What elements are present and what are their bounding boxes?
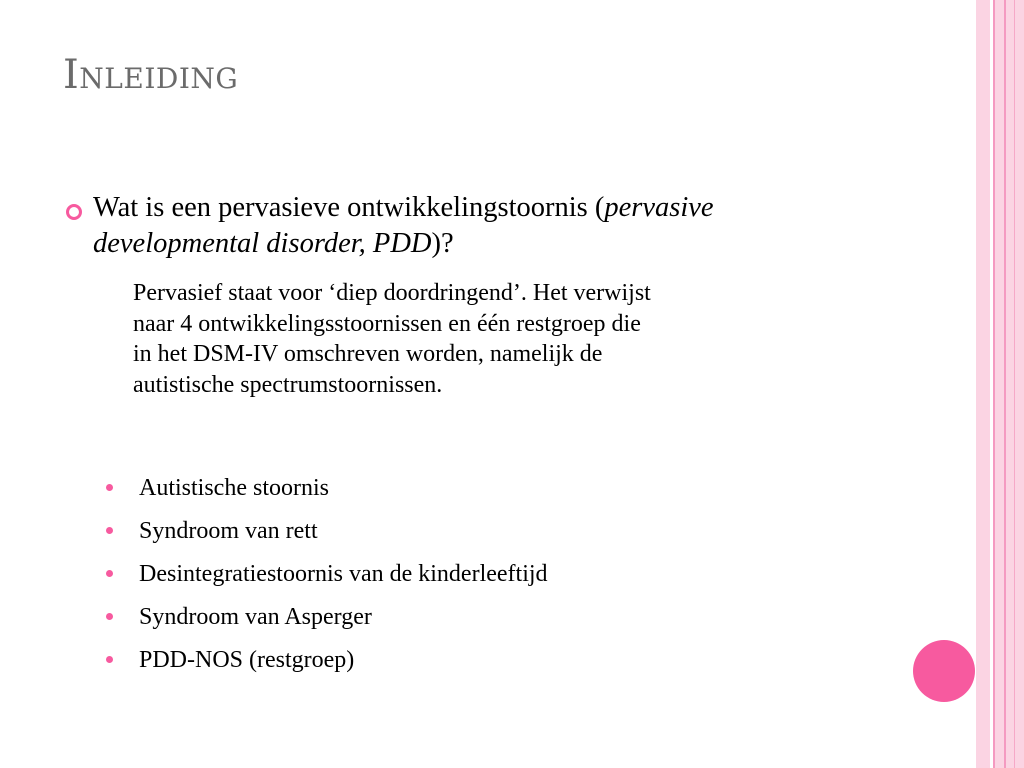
disorder-list (104, 470, 548, 685)
filled-dot-bullet-icon (106, 613, 113, 620)
list-item-label: Syndroom van rett (139, 518, 318, 544)
filled-dot-bullet-icon (106, 570, 113, 577)
list-item-label: Autistische stoornis (139, 475, 329, 501)
decor-stripe-thin (1014, 0, 1015, 768)
paragraph-line: autistische spectrumstoornissen. (133, 371, 443, 398)
main-point-text: Wat is een pervasieve ontwikkelingstoornis ( (93, 192, 605, 223)
list-item (104, 513, 548, 556)
explanation-paragraph (133, 278, 893, 400)
paragraph-line: naar 4 ontwikkelingsstoornissen en één restgroep die (133, 310, 641, 337)
list-item (104, 642, 548, 685)
paragraph-line: in het DSM-IV omschreven worden, namelijk de (133, 341, 603, 367)
list-item (104, 470, 548, 513)
list-item (104, 599, 548, 642)
list-item-label: Syndroom van Asperger (139, 604, 372, 630)
filled-dot-bullet-icon (106, 527, 113, 534)
main-point-italic: pervasive developmental disorder, PDD (93, 192, 714, 259)
decor-stripe (995, 0, 1004, 768)
decor-stripe (976, 0, 990, 768)
list-item-label: PDD-NOS (restgroep) (139, 647, 355, 673)
filled-dot-bullet-icon (106, 484, 113, 491)
main-point-end: )? (431, 228, 454, 259)
main-point (93, 190, 853, 262)
decor-stripe (1006, 0, 1024, 768)
hollow-circle-bullet-icon (66, 204, 82, 220)
list-item (104, 556, 548, 599)
list-item-label: Desintegratiestoornis van de kinderleeftijd (139, 561, 548, 587)
paragraph-line: Pervasief staat voor ‘diep doordringend’. Het verwijst (133, 280, 651, 306)
filled-dot-bullet-icon (106, 656, 113, 663)
pink-circle-decoration-icon (913, 640, 975, 702)
slide-title: Inleiding (63, 52, 239, 98)
